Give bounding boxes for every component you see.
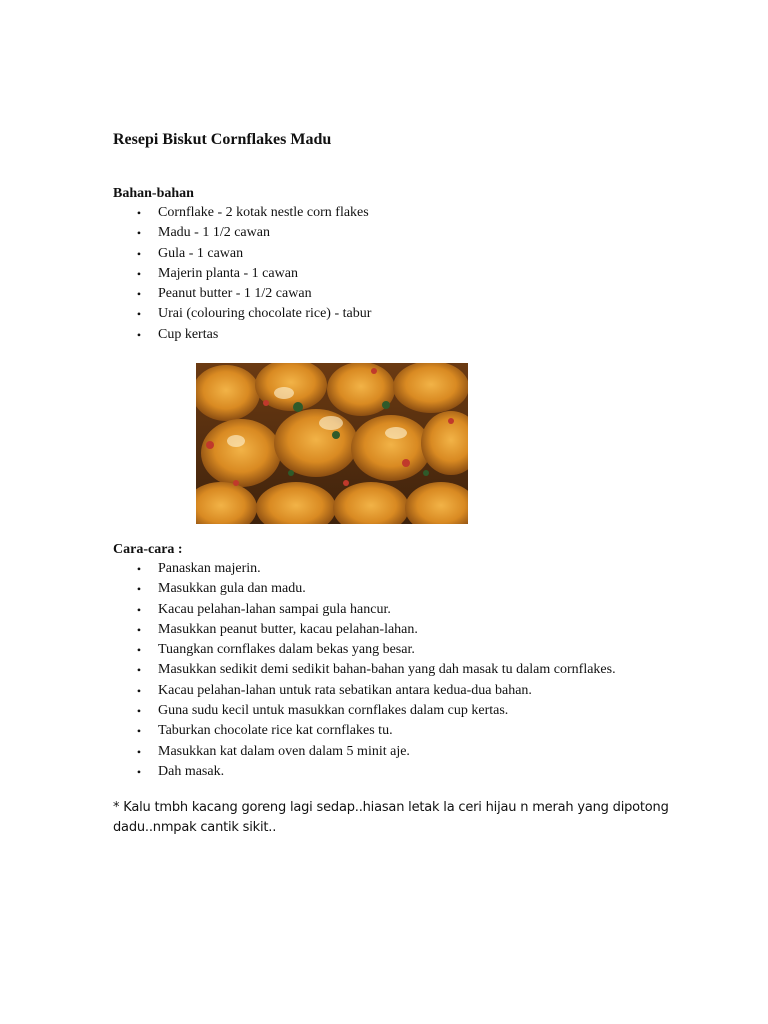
bullet-icon: • bbox=[136, 622, 142, 637]
steps-list bbox=[113, 559, 616, 782]
step-text: Panaskan majerin. bbox=[158, 561, 261, 576]
bullet-icon: • bbox=[136, 764, 142, 779]
bullet-icon: • bbox=[136, 582, 142, 597]
step-text: Dah masak. bbox=[158, 763, 225, 779]
step-text: Taburkan chocolate rice kat cornflakes tu. bbox=[158, 723, 393, 739]
bullet-icon: • bbox=[136, 683, 142, 698]
step-text: Tuangkan cornflakes dalam bekas yang besar. bbox=[158, 642, 415, 658]
bullet-icon: • bbox=[136, 704, 142, 719]
steps-heading: Cara-cara : bbox=[113, 542, 183, 557]
bullet-icon: • bbox=[136, 246, 142, 261]
list-item bbox=[113, 620, 616, 640]
list-item bbox=[113, 579, 616, 599]
bullet-icon: • bbox=[136, 663, 142, 678]
list-item bbox=[113, 325, 371, 345]
bullet-icon: • bbox=[136, 266, 142, 281]
bullet-icon: • bbox=[136, 307, 142, 322]
bullet-icon: • bbox=[136, 226, 142, 241]
tip-note-text: * Kalu tmbh kacang goreng lagi sedap..hiasan letak la ceri hijau n merah yang dipotong dadu..nmpak cantik sikit.. bbox=[113, 800, 669, 835]
ingredient-text: Gula - 1 cawan bbox=[158, 245, 244, 261]
list-item bbox=[113, 223, 371, 243]
step-text: Masukkan sedikit demi sedikit bahan-bahan yang dah masak tu dalam cornflakes. bbox=[158, 662, 616, 678]
ingredient-text: Cup kertas bbox=[158, 326, 219, 342]
ingredient-text: Majerin planta - 1 cawan bbox=[158, 265, 298, 281]
list-item bbox=[113, 742, 616, 762]
step-text: Kacau pelahan-lahan untuk rata sebatikan antara kedua-dua bahan. bbox=[158, 682, 532, 698]
step-text: Masukkan peanut butter, kacau pelahan-lahan. bbox=[158, 621, 418, 637]
list-item bbox=[113, 559, 616, 579]
list-item bbox=[113, 721, 616, 741]
bullet-icon: • bbox=[136, 287, 142, 302]
bullet-icon: • bbox=[136, 724, 142, 739]
list-item bbox=[113, 681, 616, 701]
recipe-title: Resepi Biskut Cornflakes Madu bbox=[113, 131, 332, 148]
step-text: Kacau pelahan-lahan sampai gula hancur. bbox=[158, 601, 391, 617]
cookies-photo-graphic bbox=[196, 363, 468, 524]
bullet-icon: • bbox=[136, 602, 142, 617]
ingredients-heading: Bahan-bahan bbox=[113, 186, 194, 201]
step-text: Guna sudu kecil untuk masukkan cornflakes dalam cup kertas. bbox=[158, 703, 509, 719]
ingredients-list bbox=[113, 203, 371, 345]
list-item bbox=[113, 660, 616, 680]
step-text: Masukkan kat dalam oven dalam 5 minit aje. bbox=[158, 743, 410, 759]
list-item bbox=[113, 203, 371, 223]
cookies-photo bbox=[196, 363, 468, 524]
bullet-icon: • bbox=[136, 643, 142, 658]
list-item bbox=[113, 640, 616, 660]
list-item bbox=[113, 762, 616, 782]
step-text: Masukkan gula dan madu. bbox=[158, 581, 306, 597]
bullet-icon: • bbox=[136, 562, 142, 576]
list-item bbox=[113, 304, 371, 324]
list-item bbox=[113, 600, 616, 620]
bullet-icon: • bbox=[136, 206, 142, 220]
ingredient-text: Madu - 1 1/2 cawan bbox=[158, 225, 270, 241]
tip-note bbox=[113, 798, 673, 838]
ingredient-text: Peanut butter - 1 1/2 cawan bbox=[158, 286, 312, 302]
ingredient-text: Cornflake - 2 kotak nestle corn flakes bbox=[158, 205, 369, 220]
list-item bbox=[113, 284, 371, 304]
list-item bbox=[113, 244, 371, 264]
list-item bbox=[113, 701, 616, 721]
ingredient-text: Urai (colouring chocolate rice) - tabur bbox=[158, 306, 372, 322]
bullet-icon: • bbox=[136, 744, 142, 759]
bullet-icon: • bbox=[136, 327, 142, 342]
list-item bbox=[113, 264, 371, 284]
